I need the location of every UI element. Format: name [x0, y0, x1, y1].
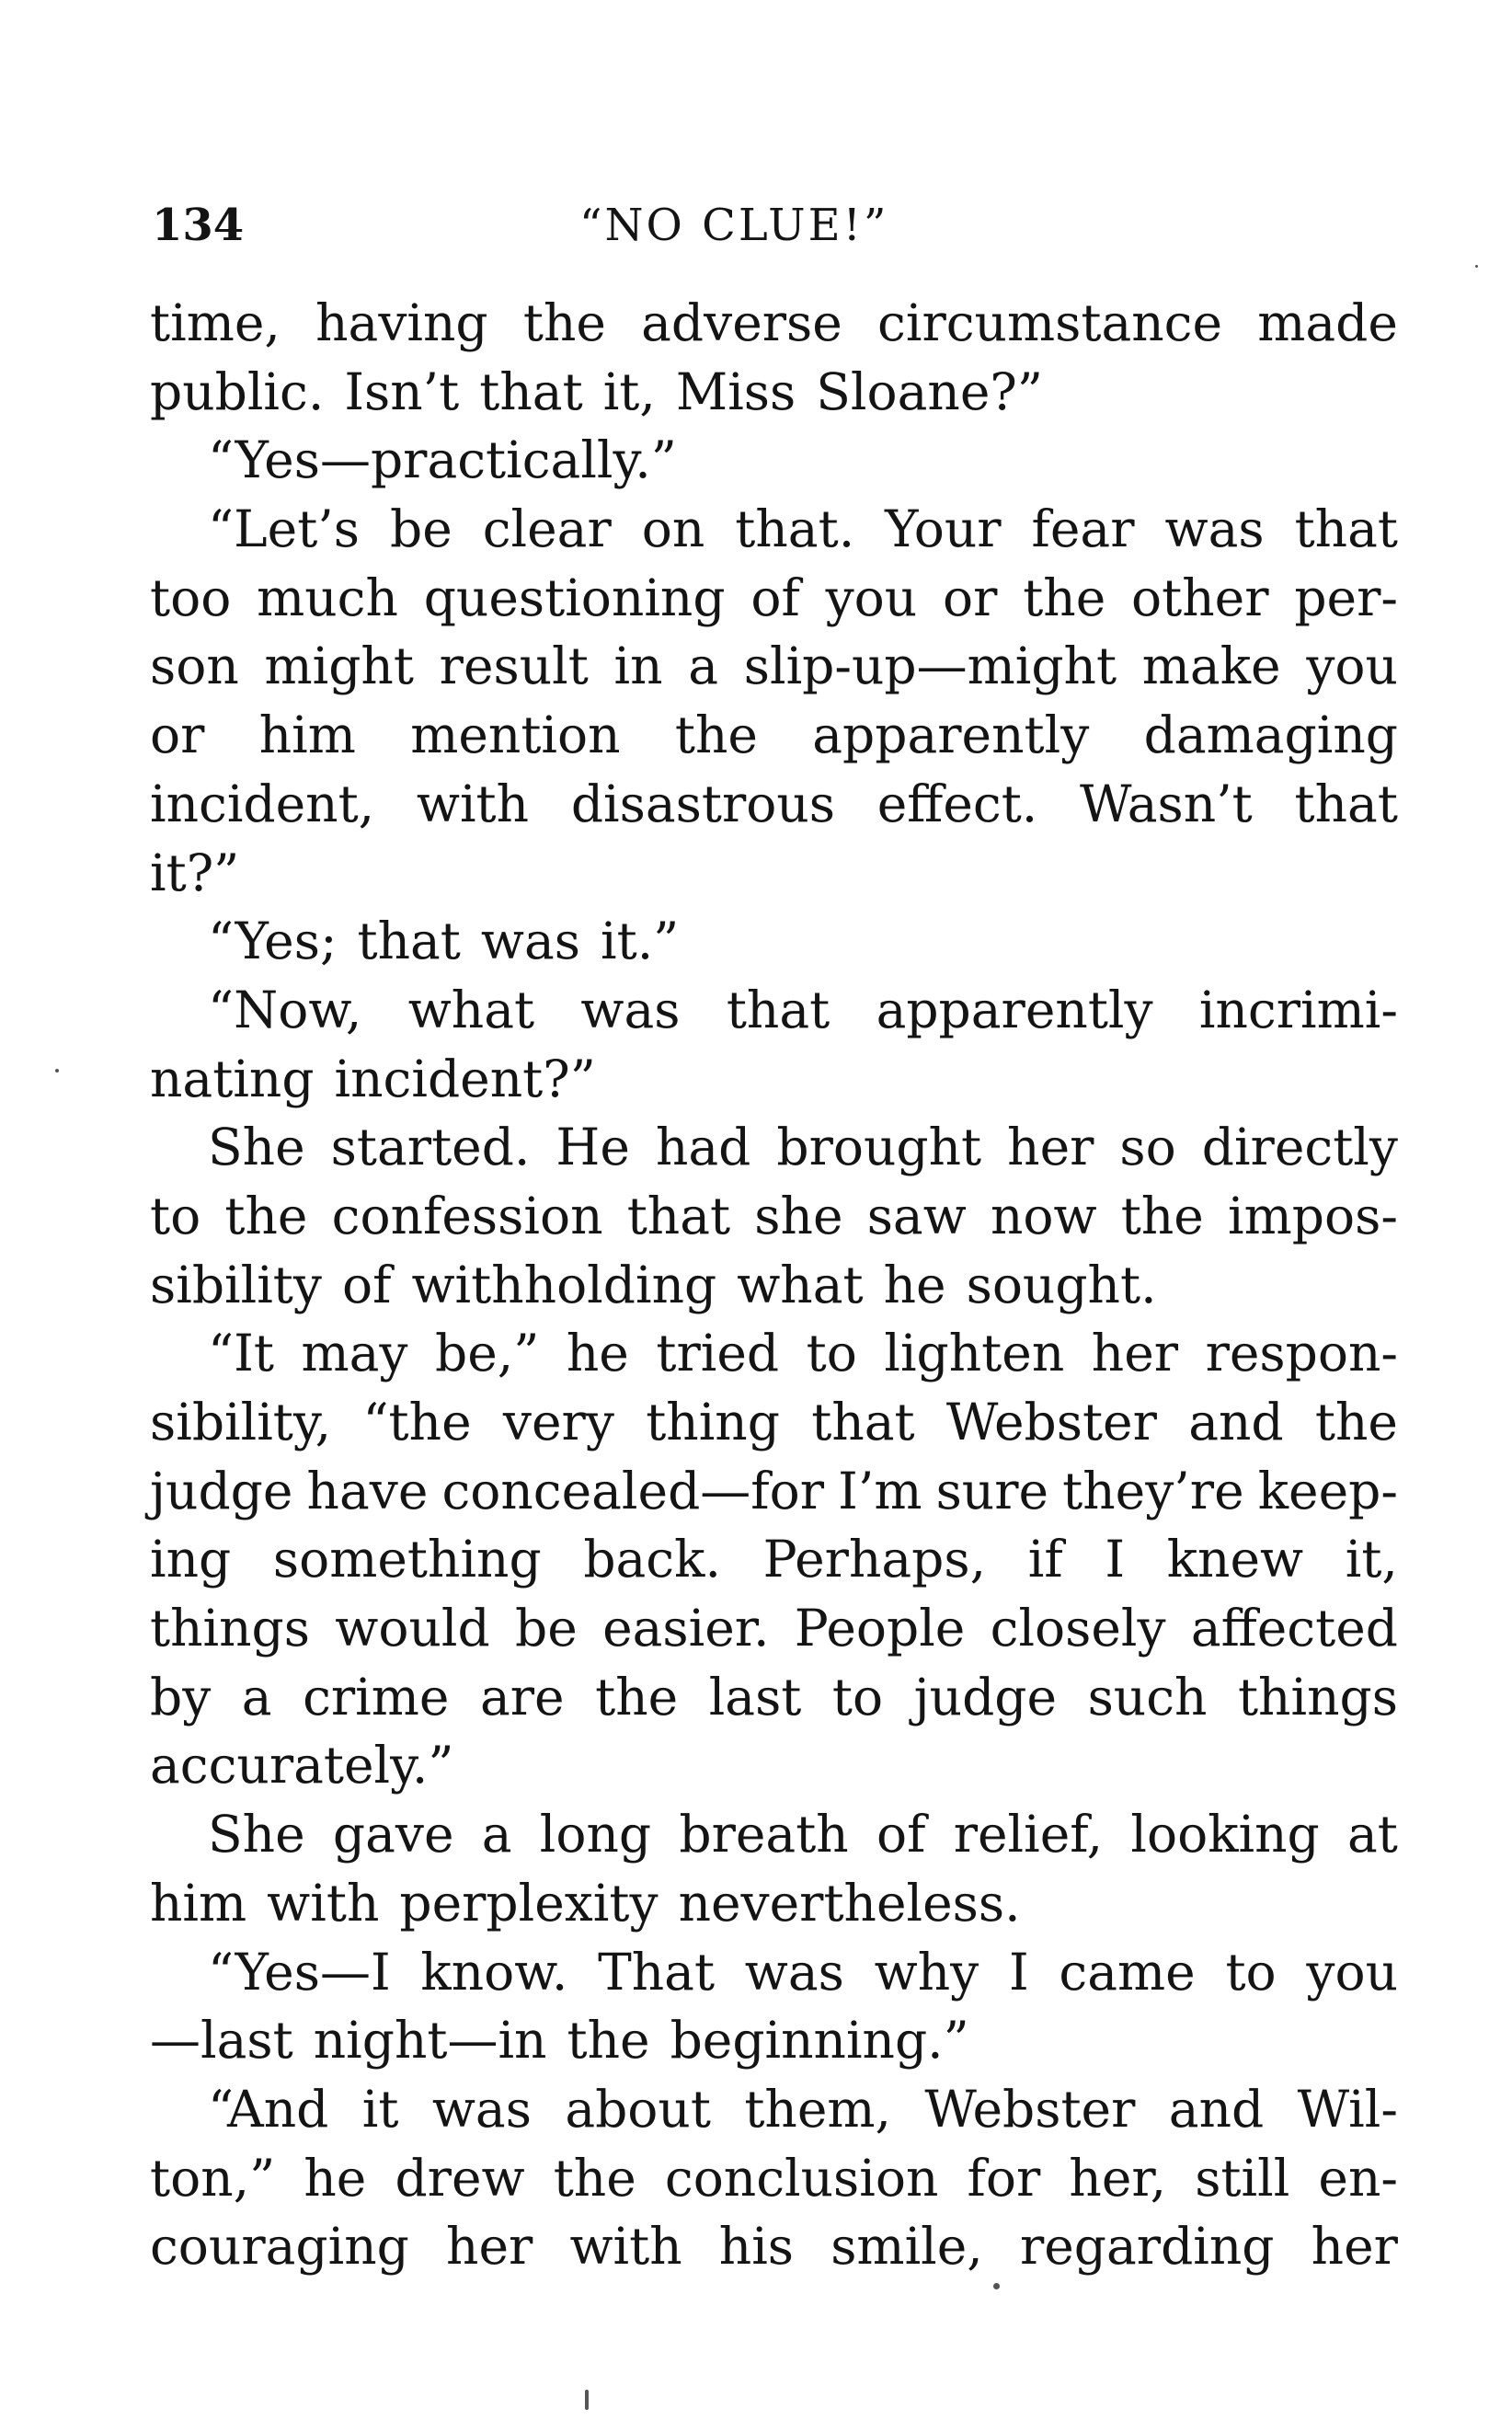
word: him	[150, 1873, 247, 1933]
word: “Yes;	[208, 912, 338, 971]
word: the	[674, 706, 758, 765]
word: result	[439, 637, 589, 696]
word: confession	[331, 1186, 603, 1245]
word: Wil-	[1297, 2079, 1398, 2139]
text-line	[150, 1388, 1398, 1457]
word: at	[1346, 1805, 1398, 1864]
word: be	[389, 499, 452, 559]
word: by	[150, 1667, 212, 1726]
word: son	[150, 637, 239, 696]
text-line	[150, 1045, 1398, 1114]
word: to	[806, 1324, 857, 1383]
word: it?”	[150, 843, 240, 902]
word: incident,	[150, 774, 375, 833]
text-line	[150, 426, 1398, 495]
word: withholding	[411, 1255, 717, 1314]
word: night—in	[313, 2011, 547, 2071]
word: would	[335, 1599, 490, 1658]
word: judge	[913, 1667, 1058, 1726]
text-line	[150, 495, 1398, 564]
word: brought	[776, 1118, 982, 1177]
word: him	[258, 706, 356, 765]
word: Your	[885, 499, 1002, 559]
word: much	[257, 568, 398, 627]
word: such	[1087, 1667, 1208, 1726]
word: Wasn’t	[1080, 774, 1253, 833]
word: made	[1257, 293, 1398, 352]
word: her	[446, 2217, 533, 2277]
text-line	[150, 1869, 1398, 1938]
text-line	[150, 2144, 1398, 2213]
word: of	[876, 1805, 926, 1864]
word: knew	[1166, 1530, 1304, 1589]
word: nating	[150, 1049, 315, 1108]
word: started.	[330, 1118, 531, 1177]
word: tried	[656, 1324, 780, 1383]
word: looking	[1130, 1805, 1320, 1864]
word: it,	[602, 361, 656, 421]
text-line	[150, 2075, 1398, 2144]
word: easier.	[602, 1599, 770, 1658]
text-line	[150, 2212, 1398, 2281]
word: he	[883, 1255, 946, 1314]
word: he	[566, 1324, 629, 1383]
word: had	[655, 1118, 751, 1177]
word: keep-	[1257, 1461, 1398, 1520]
word: or	[943, 568, 998, 627]
running-title: “NO CLUE!”	[579, 200, 889, 251]
word: it,	[1345, 1530, 1398, 1589]
word: that.	[735, 499, 855, 559]
word: per-	[1294, 568, 1398, 627]
word: smile,	[830, 2217, 983, 2277]
word: “the	[362, 1393, 472, 1451]
word: that	[811, 1393, 915, 1451]
text-line	[150, 1800, 1398, 1869]
text-line	[150, 1525, 1398, 1594]
word: the	[1314, 1393, 1398, 1451]
text-line	[150, 1113, 1398, 1182]
word: if	[1027, 1530, 1063, 1589]
word: was	[480, 912, 580, 971]
text-line	[150, 1594, 1398, 1663]
word: apparently	[876, 980, 1153, 1039]
text-line	[150, 1319, 1398, 1388]
word: what	[737, 1255, 864, 1314]
word: with	[416, 774, 530, 833]
word: slip-up—might	[743, 637, 1117, 696]
word: in	[613, 637, 663, 696]
word: of	[750, 568, 800, 627]
text-line	[150, 1457, 1398, 1526]
word: the	[522, 293, 606, 352]
word: sibility	[150, 1255, 322, 1314]
word: Isn’t	[344, 361, 460, 421]
word: “It	[208, 1324, 274, 1383]
word: they’re	[1062, 1461, 1244, 1520]
word: judge	[150, 1461, 293, 1520]
word: the	[553, 2148, 636, 2208]
word: directly	[1201, 1118, 1398, 1177]
word: on	[641, 499, 705, 559]
word: accurately.”	[150, 1736, 454, 1795]
word: effect.	[876, 774, 1038, 833]
word: fear	[1031, 499, 1135, 559]
word: what	[407, 980, 535, 1039]
word: beginning.”	[670, 2011, 969, 2071]
word: I	[1105, 1530, 1126, 1589]
word: now	[990, 1186, 1097, 1245]
word: breath	[679, 1805, 849, 1864]
word: that	[1294, 774, 1398, 833]
word: apparently	[812, 706, 1090, 765]
word: “And	[208, 2079, 329, 2139]
word: it.”	[601, 912, 680, 971]
word: sure	[935, 1461, 1049, 1520]
word: impos-	[1228, 1186, 1398, 1245]
word: the	[567, 2011, 650, 2071]
word: Webster	[924, 2079, 1136, 2139]
text-line	[150, 564, 1398, 633]
word: too	[150, 568, 232, 627]
word: respon-	[1205, 1324, 1398, 1383]
word: questioning	[423, 568, 726, 627]
word: People	[794, 1599, 966, 1658]
word: with	[267, 1873, 380, 1933]
word: her	[1007, 1118, 1094, 1177]
word: sibility,	[150, 1393, 332, 1451]
word: sought.	[966, 1255, 1157, 1314]
word: that	[626, 1186, 731, 1245]
text-line	[150, 770, 1398, 839]
word: and	[1188, 1393, 1284, 1451]
word: have	[306, 1461, 429, 1520]
word: to	[150, 1186, 201, 1245]
page-number: 134	[152, 200, 245, 251]
text-line	[150, 289, 1398, 358]
word: you	[1306, 637, 1398, 696]
word: things	[150, 1599, 310, 1658]
word: may	[301, 1324, 408, 1383]
word: I’m	[838, 1461, 922, 1520]
word: them,	[744, 2079, 892, 2139]
text-line	[150, 1731, 1398, 1800]
word: Perhaps,	[762, 1530, 987, 1589]
word: so	[1119, 1118, 1176, 1177]
text-line	[150, 2006, 1398, 2075]
word: damaging	[1143, 706, 1398, 765]
text-line	[150, 1251, 1398, 1320]
word: with	[569, 2217, 682, 2277]
text-line	[150, 839, 1398, 908]
word: the	[595, 1667, 679, 1726]
text-line	[150, 632, 1398, 701]
word: her	[1311, 2217, 1398, 2277]
word: couraging	[150, 2217, 409, 2277]
word: the	[1023, 568, 1106, 627]
word: something	[272, 1530, 542, 1589]
word: to	[1225, 1942, 1277, 2002]
word: that	[357, 912, 461, 971]
text-line	[150, 1182, 1398, 1251]
word: make	[1141, 637, 1281, 696]
word: he	[304, 2148, 367, 2208]
word: saw	[866, 1186, 967, 1245]
word: long	[539, 1805, 652, 1864]
body-text	[150, 289, 1398, 2281]
word: She	[208, 1118, 305, 1177]
word: be	[515, 1599, 578, 1658]
word: that	[479, 361, 583, 421]
word: I	[1008, 1942, 1029, 2002]
word: came	[1059, 1942, 1196, 2002]
word: be,”	[435, 1324, 540, 1383]
word: “Let’s	[208, 499, 360, 559]
word: Sloane?”	[816, 361, 1043, 421]
word: very	[502, 1393, 614, 1451]
word: about	[565, 2079, 711, 2139]
running-head	[152, 189, 1398, 262]
text-line	[150, 1663, 1398, 1732]
word: was	[744, 1942, 844, 2002]
word: and	[1168, 2079, 1265, 2139]
word: was	[580, 980, 681, 1039]
word: Miss	[675, 361, 796, 421]
word: she	[754, 1186, 843, 1245]
word: her,	[1069, 2148, 1167, 2208]
word: for	[967, 2148, 1041, 2208]
word: it	[361, 2079, 399, 2139]
word: a	[241, 1667, 272, 1726]
word: gave	[332, 1805, 454, 1864]
word: perplexity	[399, 1873, 659, 1933]
word: thing	[646, 1393, 780, 1451]
word: a	[481, 1805, 512, 1864]
word: was	[1164, 499, 1265, 559]
text-line	[150, 1938, 1398, 2007]
word: his	[718, 2217, 795, 2277]
word: affected	[1190, 1599, 1398, 1658]
word: crime	[303, 1667, 450, 1726]
word: closely	[990, 1599, 1166, 1658]
word: public.	[150, 361, 325, 421]
word: incrimi-	[1198, 980, 1398, 1039]
word: Webster	[945, 1393, 1157, 1451]
word: the	[1120, 1186, 1204, 1245]
word: regarding	[1019, 2217, 1275, 2277]
word: you	[1306, 1942, 1398, 2002]
word: are	[479, 1667, 565, 1726]
word: conclusion	[664, 2148, 939, 2208]
word: of	[341, 1255, 392, 1314]
word: why	[874, 1942, 979, 2002]
word: to	[831, 1667, 884, 1726]
word: other	[1131, 568, 1269, 627]
word: “Yes—I	[208, 1942, 391, 2002]
word: —last	[150, 2011, 293, 2071]
word: en-	[1318, 2148, 1398, 2208]
text-line	[150, 358, 1398, 427]
scan-speck	[993, 2283, 1000, 2289]
word: last	[708, 1667, 802, 1726]
word: that	[726, 980, 830, 1039]
word: time,	[150, 293, 281, 352]
word: you	[825, 568, 918, 627]
word: was	[431, 2079, 532, 2139]
word: lighten	[884, 1324, 1065, 1383]
word: incident?”	[334, 1049, 596, 1108]
scan-speck	[585, 2390, 589, 2410]
word: back.	[583, 1530, 721, 1589]
word: the	[224, 1186, 308, 1245]
word: adverse	[641, 293, 842, 352]
word: concealed—for	[441, 1461, 825, 1520]
word: “Yes—practically.”	[208, 430, 677, 490]
word: clear	[482, 499, 612, 559]
word: He	[556, 1118, 630, 1177]
word: a	[688, 637, 719, 696]
word: that	[1294, 499, 1398, 559]
text-line	[150, 701, 1398, 770]
word: might	[264, 637, 414, 696]
scan-speck	[55, 1069, 59, 1073]
word: or	[150, 706, 205, 765]
word: know.	[420, 1942, 568, 2002]
scan-speck	[1475, 265, 1478, 268]
word: ton,”	[150, 2148, 276, 2208]
word: drew	[395, 2148, 525, 2208]
word: still	[1195, 2148, 1290, 2208]
word: That	[598, 1942, 716, 2002]
word: things	[1237, 1667, 1398, 1726]
word: relief,	[953, 1805, 1104, 1864]
word: disastrous	[570, 774, 836, 833]
word: She	[208, 1805, 305, 1864]
word: ing	[150, 1530, 232, 1589]
word: “Now,	[208, 980, 362, 1039]
word: mention	[410, 706, 621, 765]
text-line	[150, 907, 1398, 976]
word: having	[315, 293, 488, 352]
word: her	[1091, 1324, 1179, 1383]
word: circumstance	[877, 293, 1223, 352]
word: nevertheless.	[678, 1873, 1021, 1933]
text-line	[150, 976, 1398, 1045]
